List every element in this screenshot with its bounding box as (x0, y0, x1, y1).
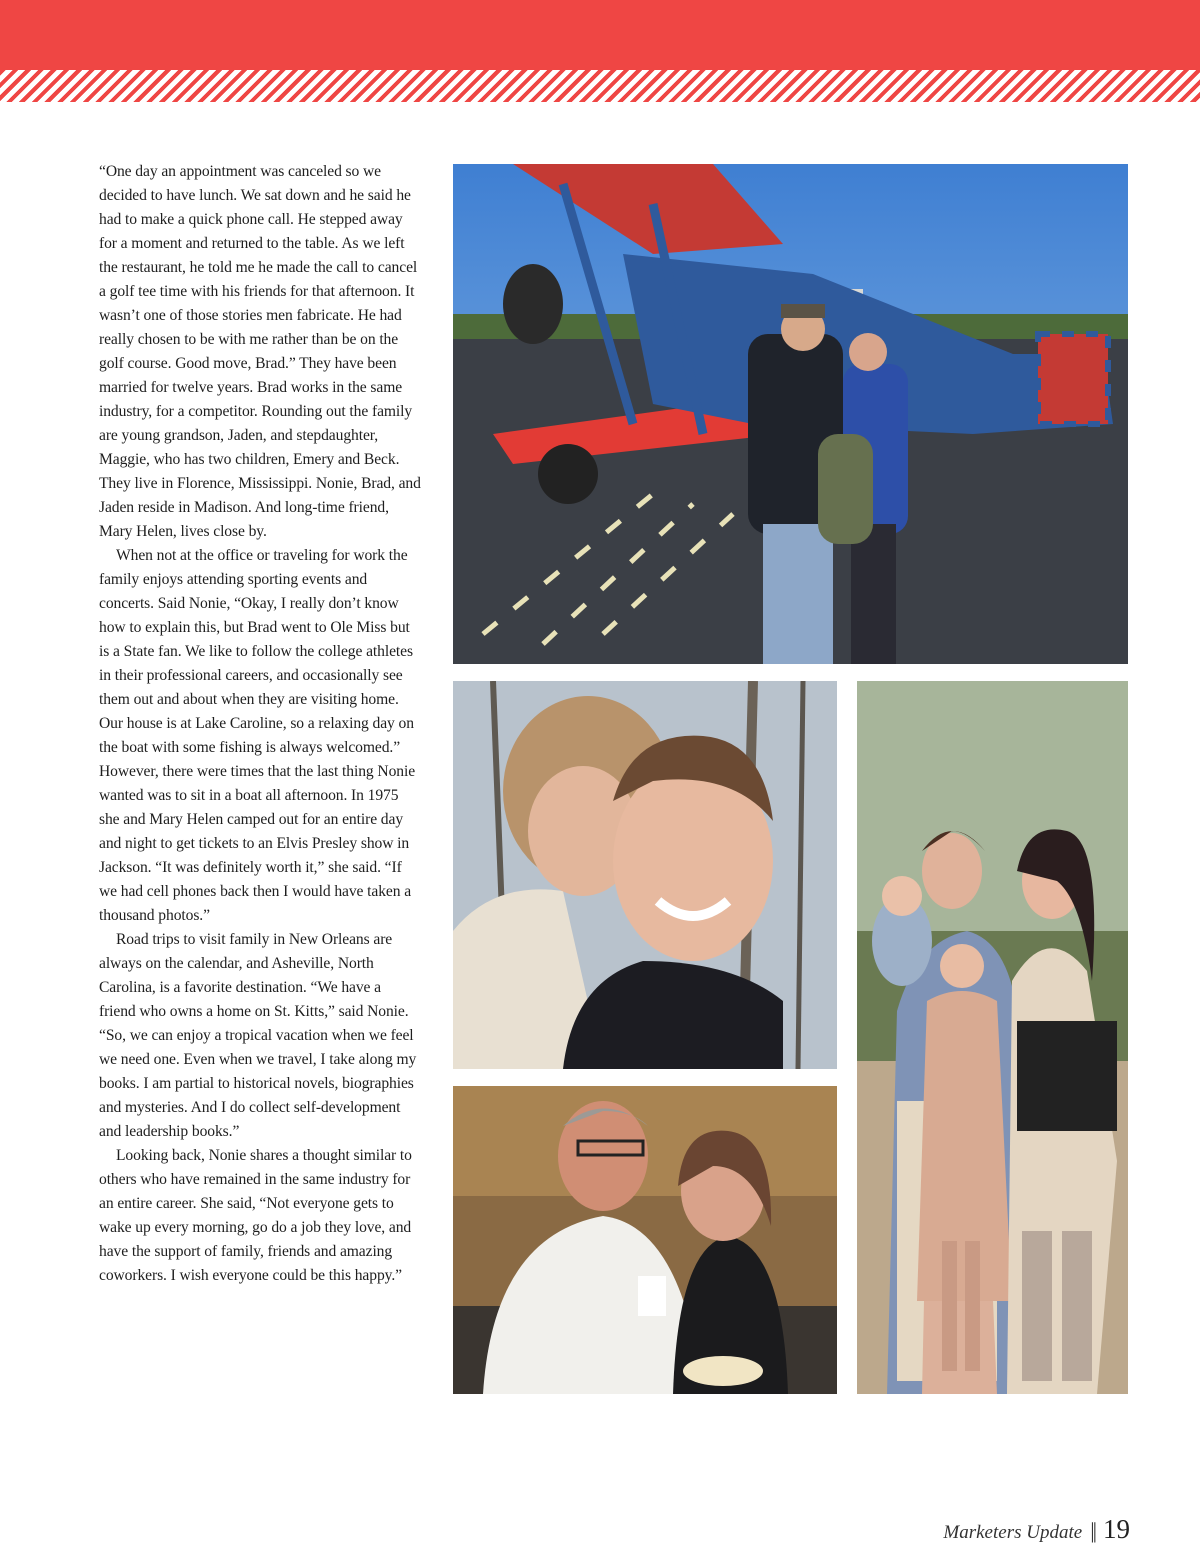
article-paragraph-1: “One day an appointment was canceled so we decided to have lunch. We sat down and he said he had to make a quick phone call. He stepped away for a moment and returned to the table. As we left the restaurant, he told me he made the call to cancel a golf tee time with his friends for that afternoon. It wasn’t one of those stories men fabricate. He had really chosen to be with me rather than be on the golf course. Good move, Brad.” They have been married for twelve years. Brad works in the same industry, for a competitor. Rounding out the family are young grandson, Jaden, and stepdaughter, Maggie, who has two children, Emery and Beck. They live in Florence, Mississippi. Nonie, Brad, and Jaden reside in Madison. And long-time friend, Mary Helen, lives close by. (99, 163, 421, 540)
page-number: 19 (1103, 1514, 1130, 1544)
article-column (99, 160, 421, 1288)
photo-selfie-grandson (453, 681, 837, 1069)
article-paragraph-3: Road trips to visit family in New Orleans are always on the calendar, and Asheville, North Carolina, is a favorite destination. “We have a friend who owns a home on St. Kitts,” said Nonie. “So, we can enjoy a tropical vacation when we feel we need one. Even when we travel, I take along my books. I am partial to historical novels, biographies and mysteries. And I do collect self-development and leadership books.” (99, 931, 417, 1140)
publication-name: Marketers Update (943, 1522, 1083, 1543)
article-paragraph-4: Looking back, Nonie shares a thought similar to others who have remained in the same industry for an entire career. She said, “Not everyone gets to wake up every morning, go do a job they love, and have the support of family, friends and amazing coworkers. I wish everyone could be this happy.” (99, 1147, 412, 1284)
photo-biplane-couple (453, 164, 1128, 664)
header-stripe-band (0, 70, 1200, 102)
article-paragraph-2: When not at the office or traveling for work the family enjoys attending sporting events and concerts. Said Nonie, “Okay, I really don’t know how to explain this, but Brad went to Ole Miss but is a State fan. We like to follow the college athletes in their professional careers, and occasionally see them out and about when they are visiting home. Our house is at Lake Caroline, so a relaxing day on the boat with some fishing is always welcomed.” However, there were times that the last thing Nonie wanted was to sit in a boat all afternoon. In 1975 she and Mary Helen camped out for an entire day and night to get tickets to an Elvis Presley show in Jackson. “It was definitely worth it,” she said. “If we had cell phones back then I would have taken a thousand photos.” (99, 547, 416, 924)
footer-divider: || (1090, 1518, 1095, 1543)
header-color-band (0, 0, 1200, 70)
page-footer (943, 1514, 1130, 1545)
photo-couple-event (453, 1086, 837, 1394)
photo-family-portrait (857, 681, 1128, 1394)
